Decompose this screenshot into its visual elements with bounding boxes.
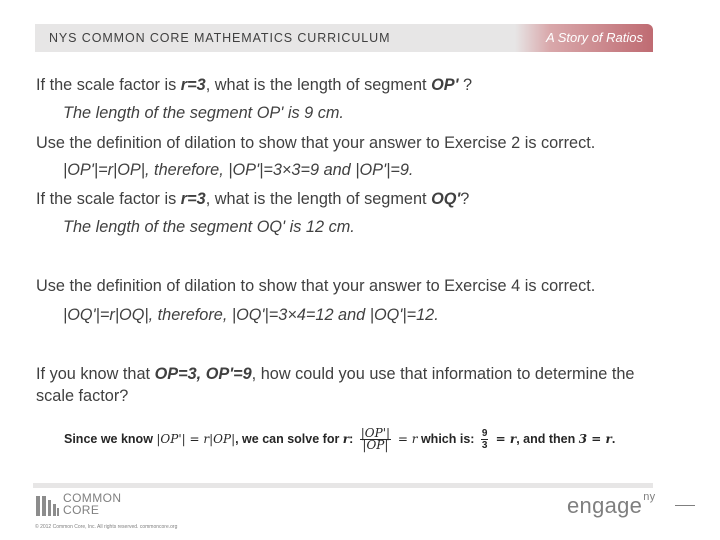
question-5 — [36, 363, 636, 407]
fraction-2-numerator: 9 — [481, 428, 488, 439]
question-3 — [36, 190, 469, 209]
a5-colon: : — [349, 431, 357, 446]
answer-4: |OQ'|=r|OQ|, therefore, |OQ'|=3×4=12 and |OQ'|=12. — [63, 306, 439, 324]
module-title: A Story of Ratios — [545, 30, 643, 45]
a5-which: which is: — [417, 431, 478, 446]
q5-given: OP=3, OP'=9 — [154, 365, 252, 383]
a5-end: . — [611, 431, 616, 446]
q3-text: If the scale factor is — [36, 190, 181, 208]
a5-variable: r — [342, 431, 350, 446]
q1-text: If the scale factor is — [36, 76, 181, 94]
common-core-logo-text — [63, 492, 121, 516]
q1-segment: OP' — [431, 76, 459, 94]
fraction-2-denominator: 3 — [481, 440, 488, 451]
logo-line-1: COMMON — [63, 491, 122, 505]
a5-fraction-1 — [360, 428, 391, 451]
a5-since: Since we know — [64, 431, 157, 446]
a5-equation-3: = r — [491, 431, 517, 446]
question-1 — [36, 76, 472, 95]
a1-text: The length of the segment OP' is 9 cm — [63, 104, 340, 122]
answer-3: The length of the segment OQ' is 12 cm. — [63, 218, 355, 236]
a5-equation-1: |OP'| = r|OP| — [156, 431, 236, 446]
module-banner — [515, 24, 653, 52]
engageny-logo — [567, 493, 655, 519]
a5-then: , and then — [516, 431, 579, 446]
common-core-logo-icon — [36, 496, 60, 516]
q5-text-post: , how could you use that information to determine the scale factor? — [36, 365, 635, 405]
a5-fraction-2 — [481, 428, 489, 451]
a5-equation-4: 3 = r — [578, 431, 612, 446]
a5-mid: , we can solve for — [235, 431, 343, 446]
q1-end: ? — [458, 76, 473, 94]
header-bar — [35, 24, 653, 52]
copyright-notice: © 2012 Common Core, Inc. All rights reserved. commoncore.org — [35, 524, 178, 530]
logo-line-2: CORE — [63, 503, 100, 517]
answer-2: |OP'|=r|OP|, therefore, |OP'|=3×3=9 and |OP'|=9. — [63, 161, 414, 179]
q3-end: ? — [460, 190, 470, 208]
curriculum-title: NYS COMMON CORE MATHEMATICS CURRICULUM — [49, 31, 391, 45]
engage-dash — [675, 505, 695, 506]
q1-factor: r=3 — [180, 76, 206, 94]
q3-factor: r=3 — [180, 190, 206, 208]
footer-divider — [33, 483, 653, 488]
q5-text: If you know that — [36, 365, 155, 383]
answer-5 — [64, 428, 615, 451]
engage-text: engage — [567, 493, 643, 518]
fraction-1-denominator: |OP| — [362, 438, 389, 452]
engage-superscript: ny — [643, 491, 656, 503]
question-4: Use the definition of dilation to show that your answer to Exercise 4 is correct. — [36, 277, 596, 295]
q3-segment: OQ' — [431, 190, 461, 208]
a5-equation-2: = r — [394, 431, 418, 446]
q1-text-post: , what is the length of segment — [205, 76, 432, 94]
answer-1 — [63, 104, 344, 123]
a1-dot: . — [339, 104, 344, 122]
question-2: Use the definition of dilation to show that your answer to Exercise 2 is correct. — [36, 134, 596, 152]
fraction-1-numerator: |OP'| — [360, 426, 391, 440]
q3-text-post: , what is the length of segment — [205, 190, 432, 208]
